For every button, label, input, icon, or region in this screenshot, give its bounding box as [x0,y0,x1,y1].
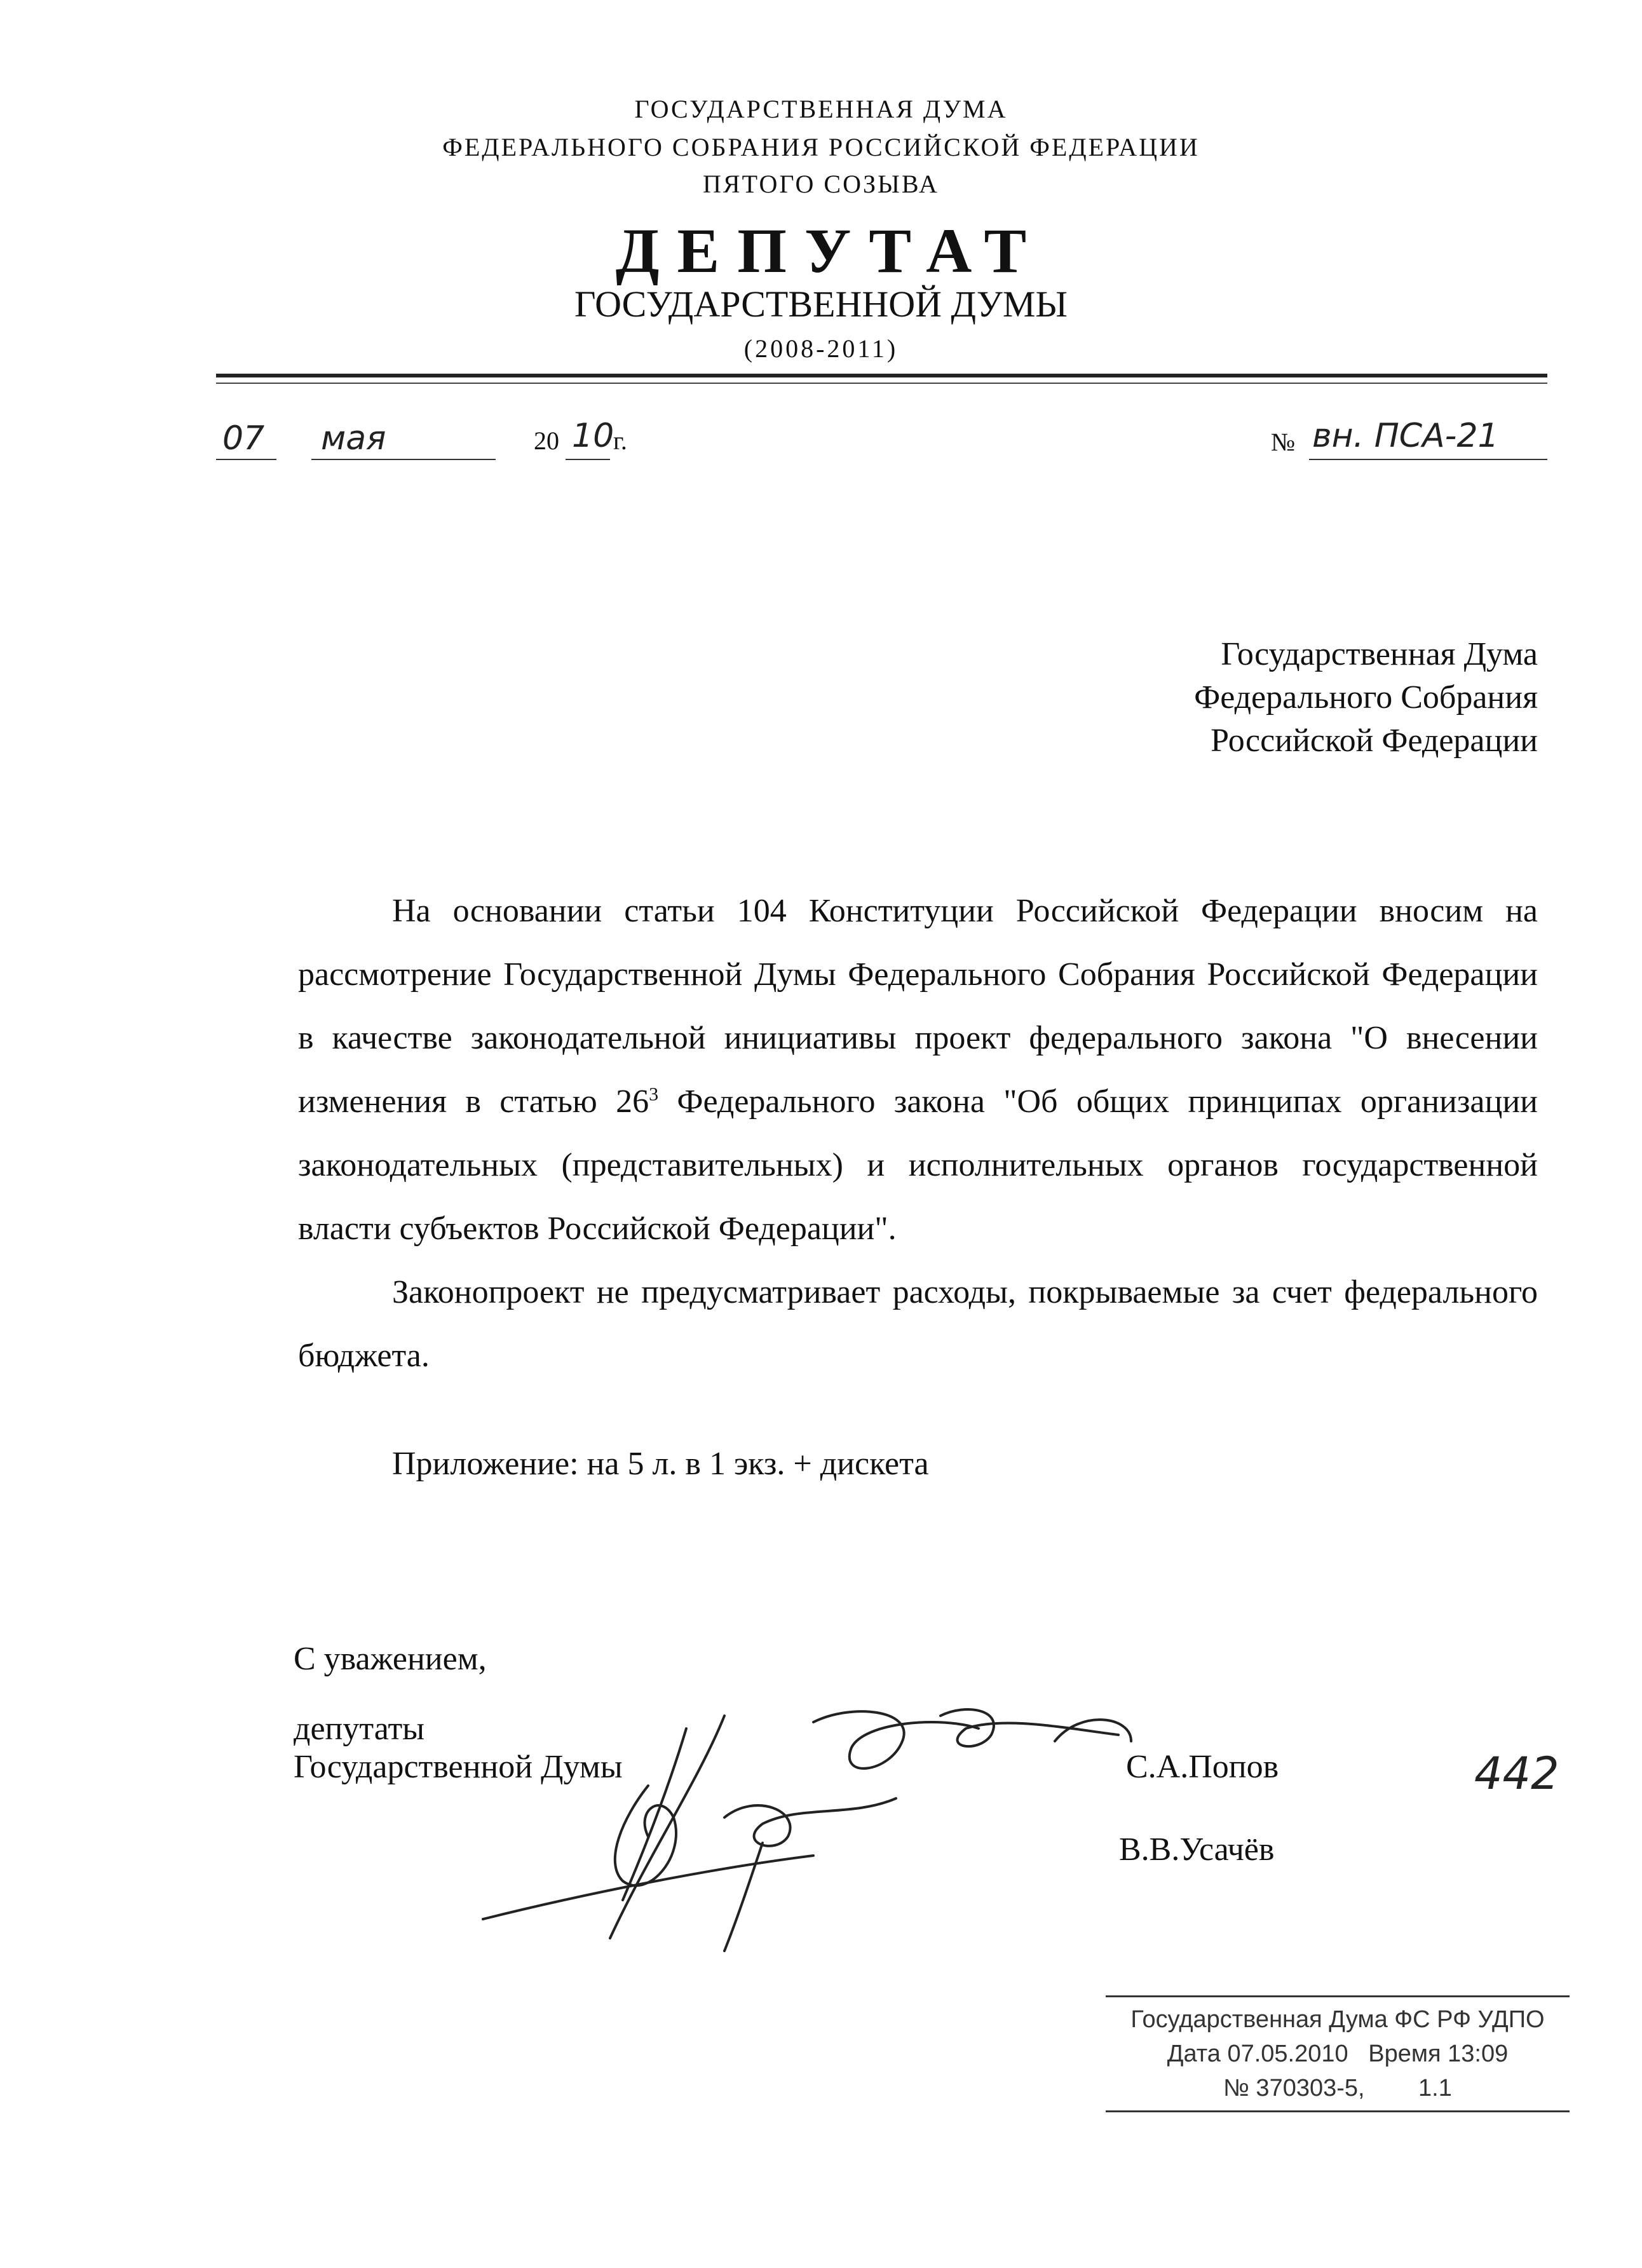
stamp-line3: № 370303-5, 1.1 [1223,2075,1452,2102]
stamp-line2: Дата 07.05.2010 Время 13:09 [1167,2041,1509,2067]
letterhead-line2: ФЕДЕРАЛЬНОГО СОБРАНИЯ РОССИЙСКОЙ ФЕДЕРАЦИИ [442,133,1200,161]
addressee-line: Государственная Дума [1221,636,1538,672]
reference-number [1271,419,1550,483]
letterhead-line1: ГОСУДАРСТВЕННАЯ ДУМА [634,95,1008,123]
signature-image [458,1690,1188,1957]
letterhead-title: ДЕПУТАТ [615,215,1045,286]
ref-number: вн. ПСА-21 [1312,417,1499,455]
stamp-line1: Государственная Дума ФС РФ УДПО [1130,2006,1545,2033]
date-month: мая [321,419,386,458]
ref-label: № [1271,428,1296,456]
signer-popov: С.А.Попов [1126,1749,1279,1785]
closing-role2: Государственной Думы [294,1749,623,1785]
date-day: 07 [222,419,265,458]
registration-stamp [1106,1995,1570,2112]
addressee-line: Федерального Собрания [1194,679,1538,716]
closing-regards: С уважением, [294,1641,487,1677]
date-year-mark: г. [613,426,627,455]
addressee-line: Российской Федерации [1211,723,1538,759]
date-year-suffix: 10 [572,417,614,455]
paragraph-budget: Законопроект не предусматривает расходы, покрываемые за счет федерального бюджета. [298,1274,1538,1374]
letter-body [298,879,1538,1496]
attachment-line: Приложение: на 5 л. в 1 экз. + дискета [392,1446,929,1482]
letterhead-years: (2008-2011) [743,334,899,363]
handwritten-note: 442 [1474,1748,1559,1800]
date-line [216,419,661,464]
letterhead-line3: ПЯТОГО СОЗЫВА [703,170,939,198]
signer-usachev: В.В.Усачёв [1119,1831,1275,1868]
closing-role1: депутаты [294,1711,425,1747]
header-rule-thin [216,383,1547,384]
paragraph-main: На основании статьи 104 Конституции Российской Федерации вносим на рассмотрение Государственной Думы Федерального Собрания Российской Федерации в качестве законодательной инициативы проект федерального закона "О внесении изменения в статью $26^3$ Федерального закона "Об общих принципах организации законодательных (представительных) и исполнительных органов государственной власти субъектов Российской Федерации". [298,893,1538,1247]
letterhead-subtitle: ГОСУДАРСТВЕННОЙ ДУМЫ [574,283,1068,325]
date-year-prefix: 20 [534,426,559,455]
addressee [1194,633,1538,763]
header-rule [216,374,1547,377]
